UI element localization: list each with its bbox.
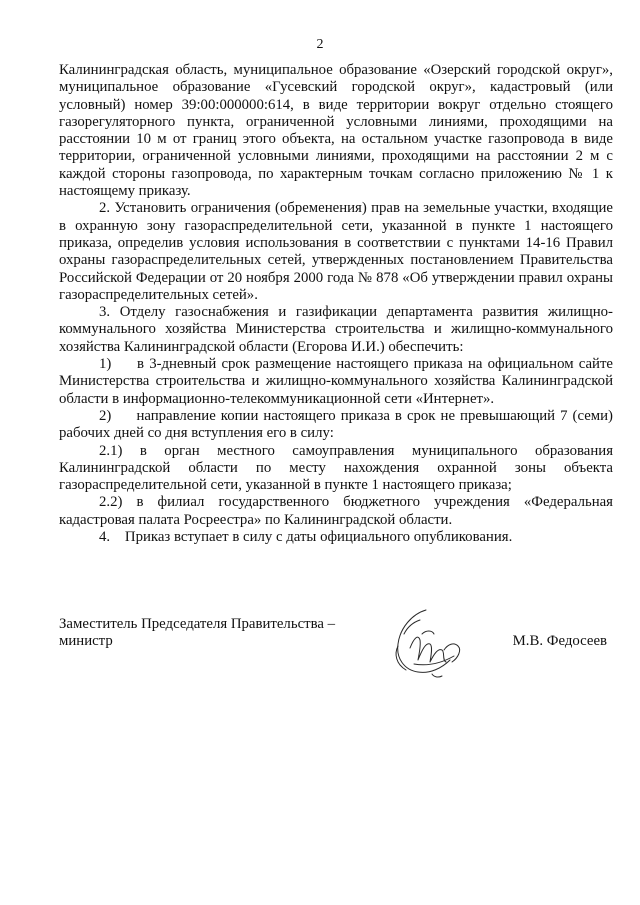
signatory-name: М.В. Федосеев	[512, 633, 607, 649]
paragraph-3-item-1: 1) в 3-дневный срок размещение настоящего приказа на официальном сайте Министерства строительства и жилищно-коммунального хозяйства Калининградской области в информационно-телекоммуникационной сети «Интернет».	[59, 356, 613, 407]
signatory-position	[59, 616, 359, 651]
signatory-position-line-2: министр	[59, 633, 113, 650]
page-number: 2	[316, 37, 324, 52]
paragraph-3-item-2-2: 2.2) в филиал государственного бюджетного учреждения «Федеральная кадастровая палата Росреестра» по Калининградской области.	[59, 494, 613, 528]
paragraph-2: 2. Установить ограничения (обременения) прав на земельные участки, входящие в охранную зону газораспределительной сети, указанной в пункте 1 настоящего приказа, определив условия использования в соответствии с пунктами 14-16 Правил охраны газораспределительных сетей, утвержденных постановлением Правительства Российской Федерации от 20 ноября 2000 года № 878 «Об утверждении правил охраны газораспределительных сетей».	[59, 200, 613, 303]
document-body	[59, 62, 613, 546]
paragraph-1-continuation: Калининградская область, муниципальное образование «Озерский городской округ», муниципальное образование «Гусевский городской округ», кадастровый (или условный) номер 39:00:000000:614, в виде территории вокруг отдельно стоящего газорегуляторного пункта, ограниченной условными линиями, проходящими на расстоянии 10 м от границ этого объекта, на остальном участке газопровода в виде территории, ограниченной условными линиями, проходящими на расстоянии 2 м с каждой стороны газопровода, по характерным точкам согласно приложению № 1 к настоящему приказу.	[59, 62, 613, 200]
paragraph-3-item-2: 2) направление копии настоящего приказа в срок не превышающий 7 (семи) рабочих дней со дня вступления его в силу:	[59, 407, 613, 442]
signatory-position-line-1: Заместитель Председателя Правительства –	[59, 616, 336, 632]
handwritten-signature	[384, 604, 474, 680]
paragraph-3: 3. Отделу газоснабжения и газификации департамента развития жилищно-коммунального хозяйства Министерства строительства и жилищно-коммунального хозяйства Калининградской области (Егорова И.И.) обеспечить:	[59, 304, 613, 355]
paragraph-3-item-2-1: 2.1) в орган местного самоуправления муниципального образования Калининградской области по месту нахождения охранной зоны объекта газораспределительной сети, указанной в пункте 1 настоящего приказа;	[59, 442, 613, 494]
paragraph-4: 4. Приказ вступает в силу с даты официального опубликования.	[99, 529, 513, 546]
signature-block	[59, 616, 613, 686]
